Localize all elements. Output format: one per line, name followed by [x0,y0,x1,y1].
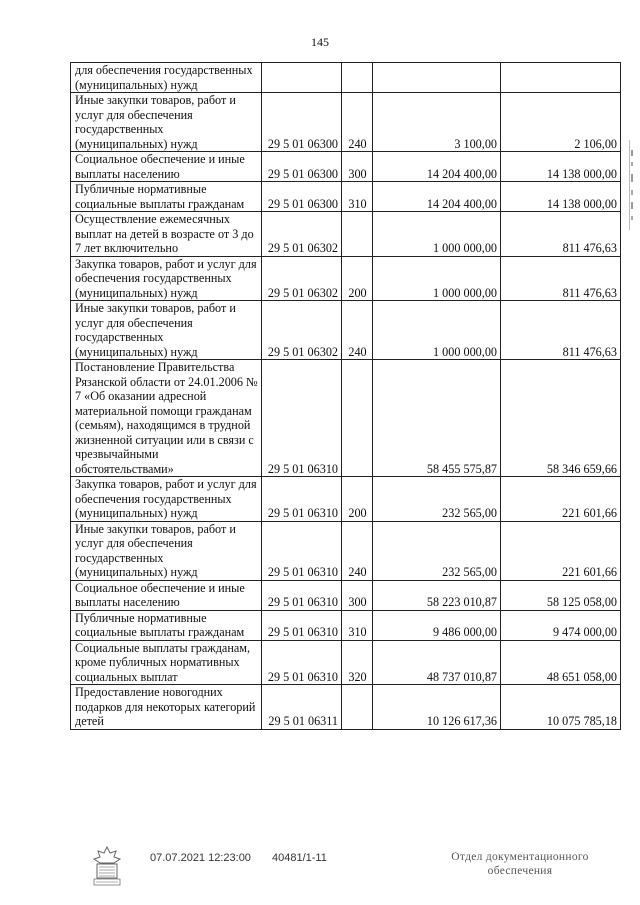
row-amount-fact: 14 138 000,00 [501,152,621,182]
row-amount-plan: 10 126 617,36 [373,685,501,730]
table-row [71,360,621,477]
row-name: Публичные нормативные социальные выплаты гражданам [71,182,262,212]
row-name: Социальное обеспечение и иные выплаты населению [71,580,262,610]
row-amount-plan: 14 204 400,00 [373,182,501,212]
row-amount-fact: 811 476,63 [501,212,621,257]
row-code: 29 5 01 06310 [262,580,342,610]
row-type [342,63,373,93]
row-type: 200 [342,477,373,522]
row-amount-plan: 14 204 400,00 [373,152,501,182]
row-amount-fact: 58 125 058,00 [501,580,621,610]
row-amount-fact: 2 106,00 [501,93,621,152]
coat-of-arms-icon [90,845,124,887]
row-code: 29 5 01 06300 [262,182,342,212]
row-amount-fact: 221 601,66 [501,521,621,580]
row-type: 240 [342,301,373,360]
row-amount-fact: 14 138 000,00 [501,182,621,212]
row-type: 320 [342,640,373,685]
row-name: Осуществление ежемесячных выплат на детей в возрасте от 3 до 7 лет включительно [71,212,262,257]
row-code: 29 5 01 06300 [262,93,342,152]
row-name: Постановление Правительства Рязанской области от 24.01.2006 № 7 «Об оказании адресной материальной помощи гражданам (семьям), находящимся в трудной жизненной ситуации или в связи с чрезвычайными обстоятельствами» [71,360,262,477]
row-name: Социальное обеспечение и иные выплаты населению [71,152,262,182]
footer-department: Отдел документационного обеспечения [451,851,589,877]
row-amount-fact: 48 651 058,00 [501,640,621,685]
row-type: 240 [342,521,373,580]
row-amount-plan: 3 100,00 [373,93,501,152]
row-name: Иные закупки товаров, работ и услуг для обеспечения государственных (муниципальных) нужд [71,93,262,152]
table-row [71,685,621,730]
footer-datetime: 07.07.2021 12:23:00 [150,852,251,864]
row-name: Социальные выплаты гражданам, кроме публичных нормативных социальных выплат [71,640,262,685]
row-amount-plan: 9 486 000,00 [373,610,501,640]
row-name: для обеспечения государственных (муниципальных) нужд [71,63,262,93]
table-row [71,301,621,360]
table-row [71,610,621,640]
row-code: 29 5 01 06302 [262,256,342,301]
row-code: 29 5 01 06310 [262,477,342,522]
row-amount-plan: 232 565,00 [373,521,501,580]
row-amount-plan: 1 000 000,00 [373,301,501,360]
table-row [71,477,621,522]
row-amount-plan: 48 737 010,87 [373,640,501,685]
row-type: 300 [342,152,373,182]
row-name: Предоставление новогодних подарков для некоторых категорий детей [71,685,262,730]
scan-edge-mark [628,140,634,230]
row-amount-plan: 1 000 000,00 [373,212,501,257]
row-amount-plan: 1 000 000,00 [373,256,501,301]
row-amount-fact: 221 601,66 [501,477,621,522]
table-row [71,63,621,93]
row-code: 29 5 01 06310 [262,521,342,580]
row-amount-plan: 58 455 575,87 [373,360,501,477]
table-row [71,256,621,301]
row-type: 310 [342,182,373,212]
row-amount-fact [501,63,621,93]
row-name: Закупка товаров, работ и услуг для обеспечения государственных (муниципальных) нужд [71,477,262,522]
table-row [71,182,621,212]
table-row [71,640,621,685]
row-type [342,212,373,257]
row-type [342,685,373,730]
row-type: 310 [342,610,373,640]
row-code: 29 5 01 06300 [262,152,342,182]
row-code: 29 5 01 06310 [262,640,342,685]
row-code: 29 5 01 06311 [262,685,342,730]
row-amount-fact: 10 075 785,18 [501,685,621,730]
row-amount-fact: 9 474 000,00 [501,610,621,640]
row-amount-plan: 232 565,00 [373,477,501,522]
row-type: 240 [342,93,373,152]
table-row [71,93,621,152]
row-type: 200 [342,256,373,301]
row-amount-plan: 58 223 010,87 [373,580,501,610]
table-row [71,212,621,257]
row-name: Иные закупки товаров, работ и услуг для обеспечения государственных (муниципальных) нужд [71,301,262,360]
budget-table [70,62,621,730]
row-name: Иные закупки товаров, работ и услуг для обеспечения государственных (муниципальных) нужд [71,521,262,580]
row-name: Публичные нормативные социальные выплаты гражданам [71,610,262,640]
table-row [71,152,621,182]
table-row [71,521,621,580]
row-code: 29 5 01 06310 [262,360,342,477]
row-code: 29 5 01 06302 [262,212,342,257]
table-row [71,580,621,610]
row-code: 29 5 01 06302 [262,301,342,360]
row-amount-fact: 811 476,63 [501,301,621,360]
row-code: 29 5 01 06310 [262,610,342,640]
page-number: 145 [311,35,329,49]
row-type [342,360,373,477]
row-code [262,63,342,93]
row-amount-fact: 811 476,63 [501,256,621,301]
row-amount-fact: 58 346 659,66 [501,360,621,477]
row-amount-plan [373,63,501,93]
row-type: 300 [342,580,373,610]
row-name: Закупка товаров, работ и услуг для обеспечения государственных (муниципальных) нужд [71,256,262,301]
footer-registration-number: 40481/1-11 [272,852,327,864]
